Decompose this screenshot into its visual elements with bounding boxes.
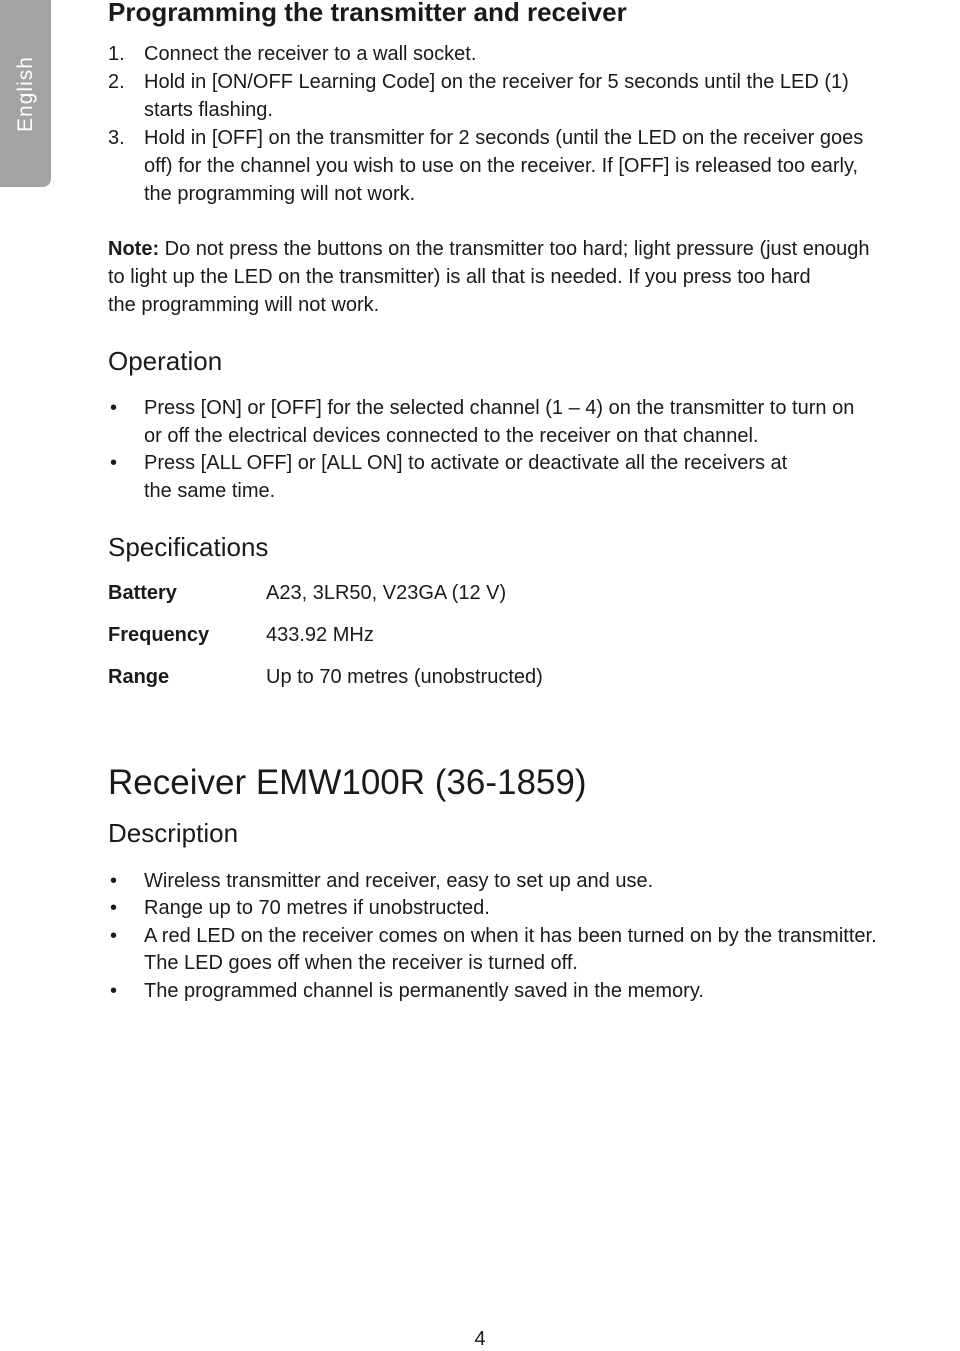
step-text: off) for the channel you wish to use on the receiver. If [OFF] is released too early,	[144, 155, 859, 177]
bullet-icon: •	[110, 870, 118, 892]
bullet-icon: •	[110, 897, 118, 919]
bullet-text: A red LED on the receiver comes on when it has been turned on by the transmitter.	[144, 925, 877, 947]
spec-label: Frequency	[108, 624, 210, 646]
note-line: to light up the LED on the transmitter) is all that is needed. If you press too hard	[108, 266, 811, 288]
note-line	[108, 235, 870, 263]
note-text: Do not press the buttons on the transmitter too hard; light pressure (just enough	[164, 238, 870, 260]
step-number: 1.	[108, 43, 125, 65]
step-text: the programming will not work.	[144, 183, 416, 205]
step-number: 2.	[108, 71, 125, 93]
bullet-text: Wireless transmitter and receiver, easy to set up and use.	[144, 870, 654, 892]
receiver-title: Receiver EMW100R (36-1859)	[108, 763, 587, 802]
page-number: 4	[474, 1328, 486, 1350]
spec-label: Battery	[108, 582, 177, 604]
programming-heading: Programming the transmitter and receiver	[108, 0, 627, 27]
spec-label: Range	[108, 666, 170, 688]
bullet-text: The LED goes off when the receiver is turned off.	[144, 952, 578, 974]
operation-heading: Operation	[108, 346, 223, 376]
spec-value: Up to 70 metres (unobstructed)	[266, 666, 543, 688]
step-text: Hold in [OFF] on the transmitter for 2 seconds (until the LED on the receiver goes	[144, 127, 864, 149]
step-text: Hold in [ON/OFF Learning Code] on the receiver for 5 seconds until the LED (1)	[144, 71, 849, 93]
language-tab	[0, 0, 51, 187]
note-line: the programming will not work.	[108, 294, 380, 316]
step-text: Connect the receiver to a wall socket.	[144, 43, 477, 65]
bullet-icon: •	[110, 397, 118, 419]
description-heading: Description	[108, 818, 239, 848]
bullet-text: Press [ALL OFF] or [ALL ON] to activate or deactivate all the receivers at	[144, 452, 788, 474]
note-label: Note:	[108, 238, 160, 260]
step-text: starts flashing.	[144, 99, 273, 121]
specifications-heading: Specifications	[108, 532, 269, 562]
bullet-text: Press [ON] or [OFF] for the selected channel (1 – 4) on the transmitter to turn on	[144, 397, 855, 419]
bullet-text: or off the electrical devices connected to the receiver on that channel.	[144, 425, 759, 447]
bullet-text: the same time.	[144, 480, 276, 502]
bullet-icon: •	[110, 980, 118, 1002]
bullet-text: Range up to 70 metres if unobstructed.	[144, 897, 490, 919]
bullet-icon: •	[110, 925, 118, 947]
spec-value: A23, 3LR50, V23GA (12 V)	[266, 582, 507, 604]
language-tab-label: English	[13, 55, 37, 132]
step-number: 3.	[108, 127, 125, 149]
bullet-text: The programmed channel is permanently saved in the memory.	[144, 980, 704, 1002]
spec-value: 433.92 MHz	[266, 624, 374, 646]
bullet-icon: •	[110, 452, 118, 474]
